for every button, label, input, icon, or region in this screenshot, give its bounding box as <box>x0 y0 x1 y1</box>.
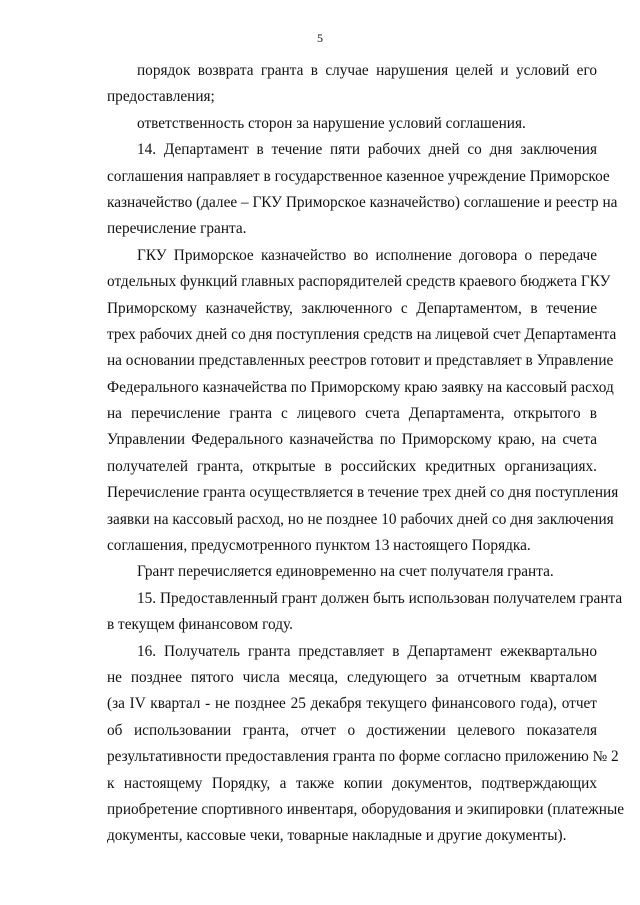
text-line: предоставления; <box>107 88 215 106</box>
text-line: получателей гранта, открытые в российских кредитных организациях. <box>107 457 597 475</box>
page-number: 5 <box>317 31 323 45</box>
text-line: Приморскому казначейству, заключенного с Департаментом, в течение <box>107 299 597 317</box>
text-line: 14. Департамент в течение пяти рабочих дней со дня заключения <box>137 141 597 159</box>
text-line: Управлении Федерального казначейства по Приморскому краю, на счета <box>107 431 597 449</box>
text-line: документы, кассовые чеки, товарные накладные и другие документы). <box>107 827 567 845</box>
text-line: казначейство (далее – ГКУ Приморское казначейство) соглашение и реестр на <box>107 193 618 211</box>
text-line: соглашения, предусмотренного пунктом 13 настоящего Порядка. <box>107 537 531 555</box>
paragraph <box>77 639 625 850</box>
text-line: Грант перечисляется единовременно на счет получателя гранта. <box>137 563 554 581</box>
paragraph <box>77 111 597 137</box>
text-line: отдельных функций главных распорядителей средств краевого бюджета ГКУ <box>107 273 611 291</box>
paragraph <box>77 58 597 111</box>
text-line: соглашения направляет в государственное казенное учреждение Приморское <box>107 167 610 185</box>
text-line: ответственность сторон за нарушение условий соглашения. <box>137 114 526 132</box>
text-line: на перечисление гранта с лицевого счета Департамента, открытого в <box>107 405 597 423</box>
text-line: Перечисление гранта осуществляется в течение трех дней со дня поступления <box>107 484 619 502</box>
text-line: 16. Получатель гранта представляет в Департамент ежеквартально <box>137 642 597 660</box>
text-line: ГКУ Приморское казначейство во исполнение договора о передаче <box>137 246 597 264</box>
text-line: об использовании гранта, отчет о достижении целевого показателя <box>107 721 597 739</box>
text-line: 15. Предоставленный грант должен быть использован получателем гранта <box>137 589 623 607</box>
text-line: в текущем финансовом году. <box>107 616 293 634</box>
text-line: приобретение спортивного инвентаря, оборудования и экипировки (платежные <box>107 800 625 818</box>
paragraph <box>77 559 597 585</box>
document-body <box>77 58 625 850</box>
text-line: Федерального казначейства по Приморскому краю заявку на кассовый расход <box>107 378 614 396</box>
paragraph <box>77 586 623 639</box>
paragraph <box>77 243 619 560</box>
text-line: на основании представленных реестров готовит и представляет в Управление <box>107 352 614 370</box>
text-line: (за IV квартал - не позднее 25 декабря текущего финансового года), отчет <box>107 695 597 713</box>
text-line: заявки на кассовый расход, но не позднее 10 рабочих дней со дня заключения <box>107 510 614 528</box>
text-line: не позднее пятого числа месяца, следующего за отчетным кварталом <box>107 668 597 686</box>
text-line: перечисление гранта. <box>107 220 247 238</box>
text-line: трех рабочих дней со дня поступления средств на лицевой счет Департамента <box>107 325 617 343</box>
text-line: порядок возврата гранта в случае нарушения целей и условий его <box>137 62 597 79</box>
paragraph <box>77 137 618 243</box>
text-line: к настоящему Порядку, а также копии документов, подтверждающих <box>107 774 597 792</box>
text-line: результативности предоставления гранта по форме согласно приложению № 2 <box>107 748 619 766</box>
